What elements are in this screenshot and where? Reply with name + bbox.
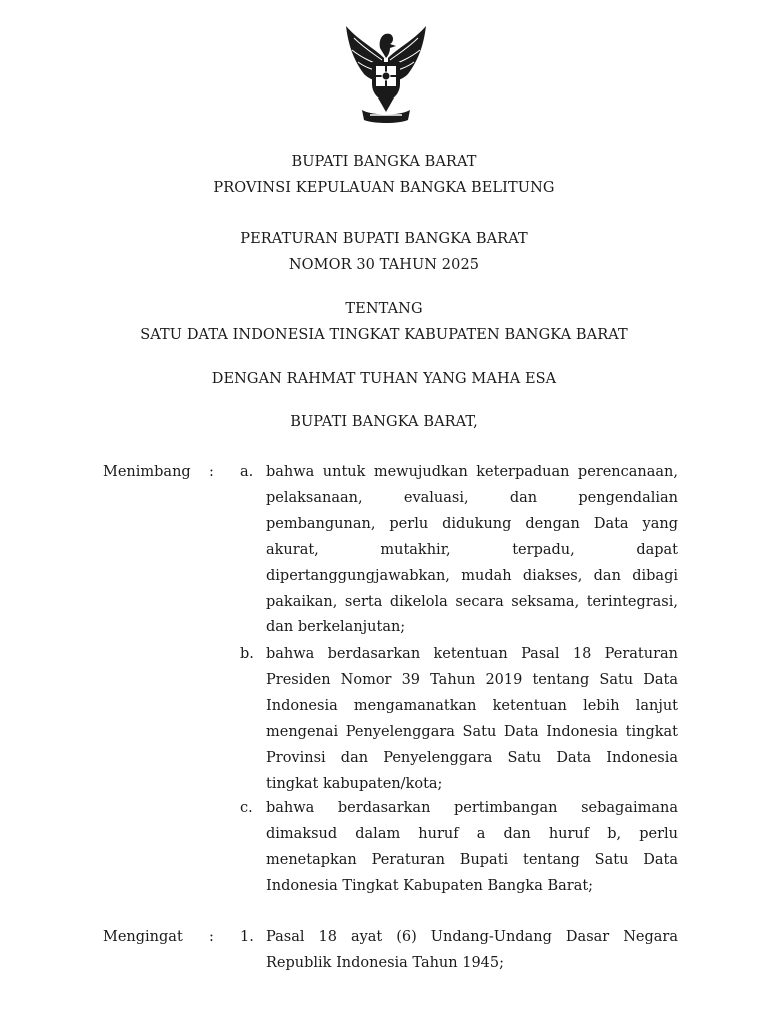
menimbang-label: Menimbang: [103, 464, 191, 480]
mengingat-item-1-text: Pasal 18 ayat (6) Undang-Undang Dasar Negara Republik Indonesia Tahun 1945;: [266, 929, 678, 971]
menimbang-colon: :: [209, 464, 214, 480]
mengingat-label: Mengingat: [103, 929, 183, 945]
garuda-emblem-icon: [336, 18, 436, 128]
issuer-title: BUPATI BANGKA BARAT: [291, 154, 477, 170]
regulation-about: TENTANG: [345, 301, 423, 317]
garuda-emblem-svg: [336, 18, 436, 128]
menimbang-item-c-text: bahwa berdasarkan pertimbangan sebagaimana dimaksud dalam huruf a dan huruf b, perlu menetapkan Peraturan Bupati tentang Satu Data Indonesia Tingkat Kabupaten Bangka Barat;: [266, 800, 678, 894]
regulation-number: NOMOR 30 TAHUN 2025: [288, 257, 480, 273]
menimbang-item-a-marker: a.: [240, 464, 254, 480]
menimbang-item-b-text: bahwa berdasarkan ketentuan Pasal 18 Peraturan Presiden Nomor 39 Tahun 2019 tentang Satu Data Indonesia mengamanatkan ketentuan lebih lanjut mengenai Penyelenggara Satu Data Indonesia tingkat Provinsi dan Penyelenggara Satu Data Indonesia tingkat kabupaten/kota;: [266, 646, 678, 792]
mengingat-item-1-marker: 1.: [240, 929, 254, 945]
menimbang-item-b-marker: b.: [240, 646, 254, 662]
regulation-subject: SATU DATA INDONESIA TINGKAT KABUPATEN BANGKA BARAT: [140, 327, 628, 343]
menimbang-item-c-marker: c.: [240, 800, 253, 816]
menimbang-item-a-text: bahwa untuk mewujudkan keterpaduan perencanaan, pelaksanaan, evaluasi, dan pengendalian pembangunan, perlu didukung dengan Data yang akurat, mutakhir, terpadu, dapat dipertanggungjawabkan, mudah diakses, dan dibagi pakaikan, serta dikelola secara seksama, terintegrasi, dan berkelanjutan;: [266, 464, 678, 636]
mengingat-colon: :: [209, 929, 214, 945]
regulation-title: PERATURAN BUPATI BANGKA BARAT: [240, 231, 528, 247]
blessing-line: DENGAN RAHMAT TUHAN YANG MAHA ESA: [211, 371, 557, 387]
issuer-line: BUPATI BANGKA BARAT,: [290, 414, 478, 430]
province-title: PROVINSI KEPULAUAN BANGKA BELITUNG: [213, 180, 555, 196]
